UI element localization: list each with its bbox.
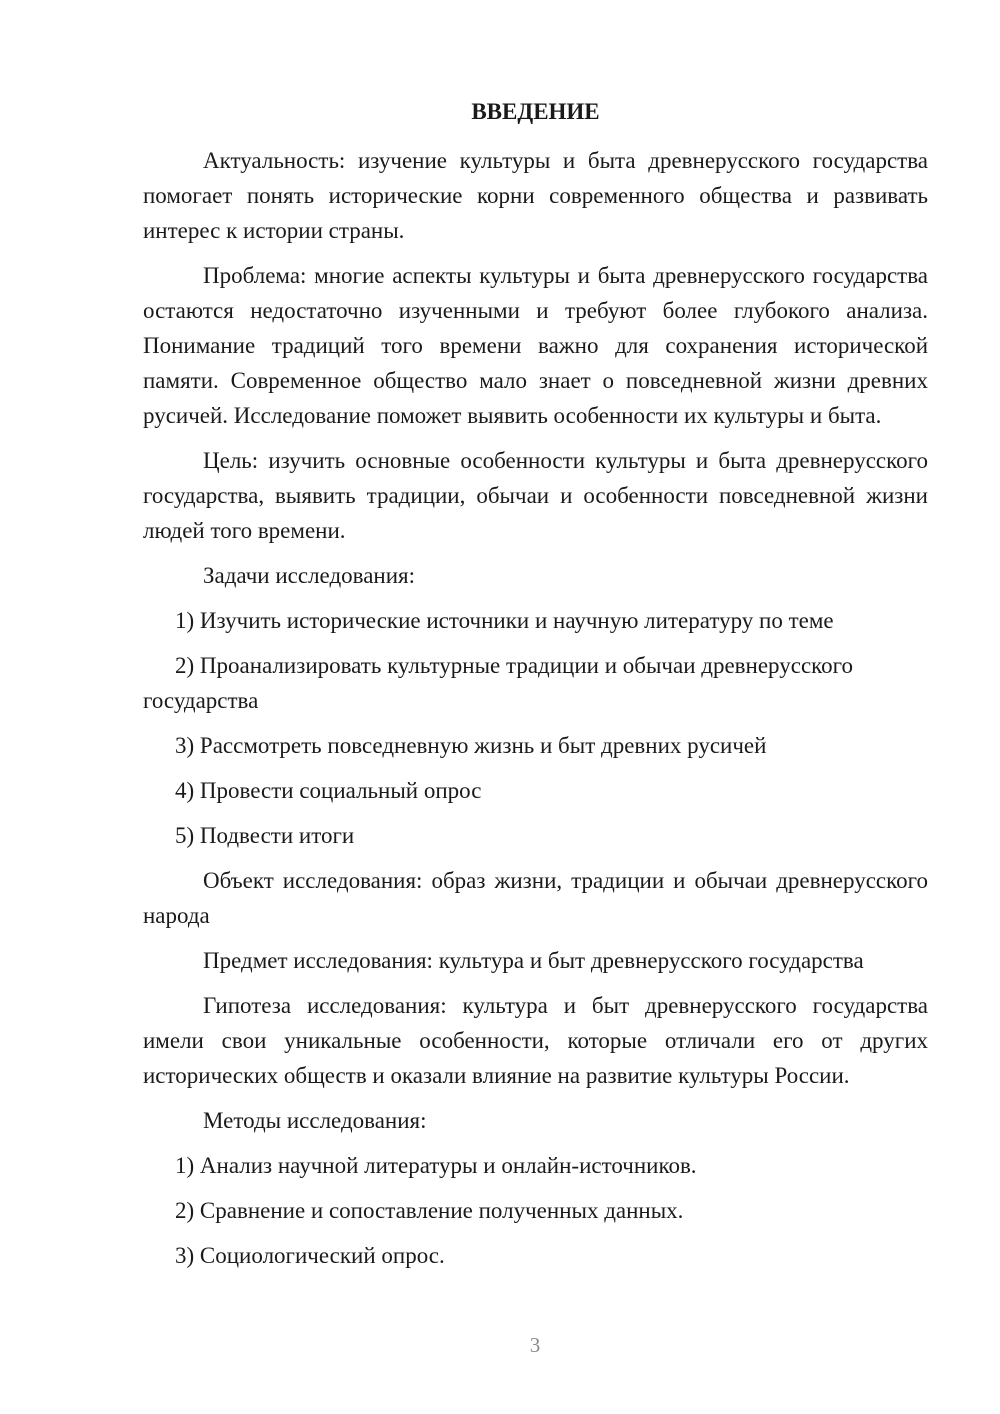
document-page: [143, 94, 928, 1283]
tasks-heading: Задачи исследования:: [203, 563, 416, 588]
subject-paragraph: Предмет исследования: культура и быт древнерусского государства: [203, 948, 864, 973]
object-paragraph: Объект исследования: образ жизни, традиции и обычаи древнерусского народа: [143, 868, 928, 928]
section-title: ВВЕДЕНИЕ: [471, 99, 600, 124]
page-number: 3: [529, 1333, 541, 1357]
task-item: 5) Подвести итоги: [175, 823, 355, 848]
method-item: 2) Сравнение и сопоставление полученных данных.: [175, 1198, 684, 1223]
task-item: 4) Провести социальный опрос: [175, 778, 482, 803]
method-item: 3) Социологический опрос.: [175, 1243, 445, 1268]
problem-paragraph: Проблема: многие аспекты культуры и быта древнерусского государства остаются недостаточно изученными и требуют более глубокого анализа. Понимание традиций того времени важно для сохранения исторической памяти. Современное общество мало знает о повседневной жизни древних русичей. Исследование поможет выявить особенности их культуры и быта.: [143, 263, 928, 428]
task-item: 3) Рассмотреть повседневную жизнь и быт древних русичей: [175, 733, 767, 758]
methods-heading: Методы исследования:: [203, 1108, 427, 1133]
task-item: 1) Изучить исторические источники и научную литературу по теме: [175, 608, 834, 633]
method-item: 1) Анализ научной литературы и онлайн-источников.: [175, 1153, 697, 1178]
relevance-paragraph: Актуальность: изучение культуры и быта древнерусского государства помогает понять исторические корни современного общества и развивать интерес к истории страны.: [143, 148, 928, 243]
hypothesis-paragraph: Гипотеза исследования: культура и быт древнерусского государства имели свои уникальные особенности, которые отличали его от других исторических обществ и оказали влияние на развитие культуры России.: [143, 993, 928, 1088]
goal-paragraph: Цель: изучить основные особенности культуры и быта древнерусского государства, выявить традиции, обычаи и особенности повседневной жизни людей того времени.: [143, 448, 928, 543]
task-item: 2) Проанализировать культурные традиции и обычаи древнерусского государства: [143, 653, 854, 713]
